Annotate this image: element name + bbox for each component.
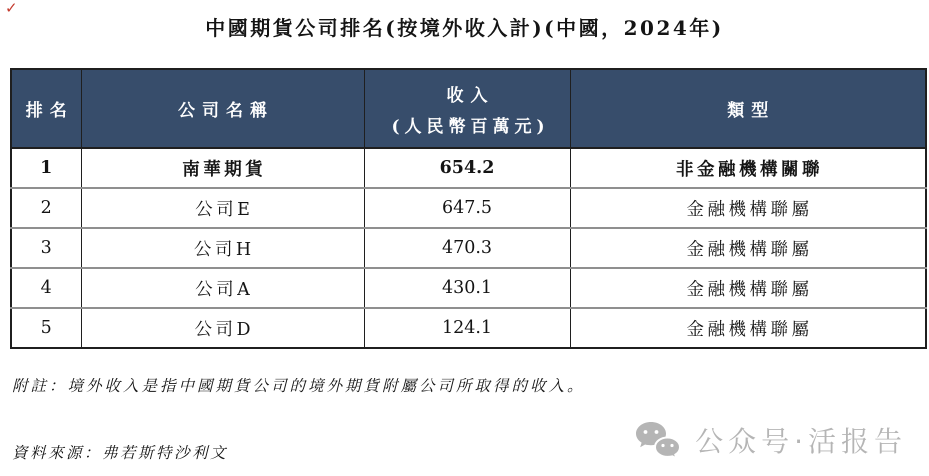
cell-company: 公司E: [81, 188, 364, 228]
cell-type: 非金融機構關聯: [570, 148, 926, 188]
cell-rank: 2: [11, 188, 81, 228]
annotation-check-icon: ✓: [5, 0, 18, 17]
cell-rank: 3: [11, 228, 81, 268]
cell-revenue: 470.3: [364, 228, 570, 268]
cell-company: 公司D: [81, 308, 364, 348]
header-revenue: [364, 69, 570, 148]
header-revenue-line1: 收入: [446, 85, 495, 106]
cell-type: 金融機構聯屬: [570, 268, 926, 308]
data-source: 資料來源：弗若斯特沙利文: [12, 444, 229, 462]
table-row: [11, 148, 926, 188]
cell-rank: 5: [11, 308, 81, 348]
watermark: [633, 420, 907, 460]
cell-type: 金融機構聯屬: [570, 308, 926, 348]
cell-company: 南華期貨: [81, 148, 364, 188]
header-rank: 排名: [11, 69, 81, 148]
cell-type: 金融機構聯屬: [570, 228, 926, 268]
table-row: [11, 188, 926, 228]
header-company: 公司名稱: [81, 69, 364, 148]
cell-type: 金融機構聯屬: [570, 188, 926, 228]
ranking-table: [10, 68, 927, 349]
footnote: 附註：境外收入是指中國期貨公司的境外期貨附屬公司所取得的收入。: [12, 377, 586, 395]
cell-rank: 1: [11, 148, 81, 188]
cell-revenue: 654.2: [364, 148, 570, 188]
cell-revenue: 647.5: [364, 188, 570, 228]
cell-company: 公司A: [81, 268, 364, 308]
cell-revenue: 430.1: [364, 268, 570, 308]
table-row: [11, 268, 926, 308]
header-revenue-line2: (人民幣百萬元): [391, 116, 550, 137]
table-body: [11, 148, 926, 348]
watermark-label: 公众号·活报告: [695, 425, 907, 458]
table-row: [11, 228, 926, 268]
wechat-icon: [633, 420, 681, 460]
table-row: [11, 308, 926, 348]
page-title: 中國期貨公司排名(按境外收入計)(中國，2024年): [205, 16, 724, 40]
cell-revenue: 124.1: [364, 308, 570, 348]
cell-company: 公司H: [81, 228, 364, 268]
header-type: 類型: [570, 69, 926, 148]
cell-rank: 4: [11, 268, 81, 308]
table-header: [11, 69, 926, 148]
